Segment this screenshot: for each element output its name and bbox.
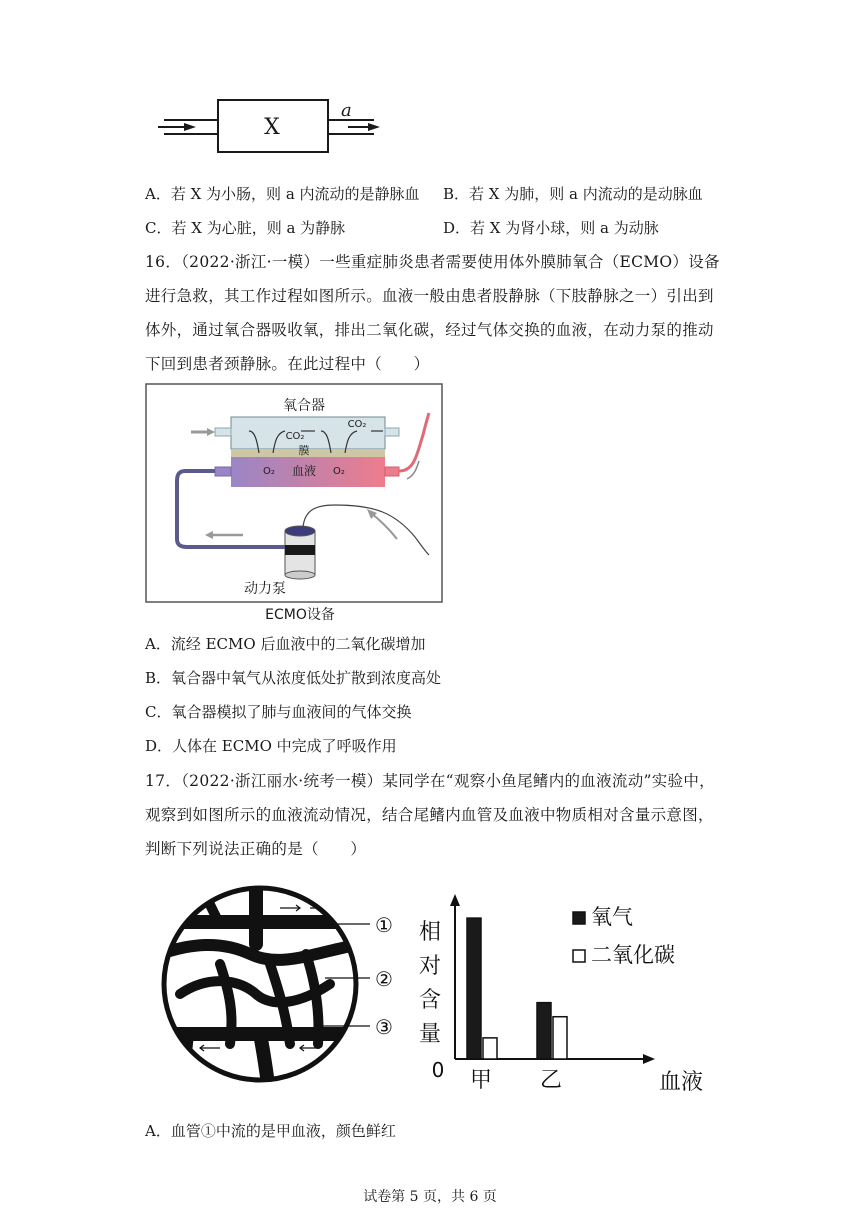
bar-氧气-甲 [467,918,481,1059]
blood-label: 血液 [291,464,317,478]
o2-right-label: O₂ [333,466,345,477]
x-tick-label: 乙 [539,1068,563,1093]
q16-option-c[interactable]: C．氧合器模拟了肺与血液间的气体交换 [145,703,412,721]
y-axis-label: 量 [418,1022,442,1047]
x-organ-diagram [150,92,390,158]
page-footer: 试卷第 5 页，共 6 页 [363,1189,497,1205]
a-label: a [341,100,352,121]
q15-option-a[interactable]: A．若 X 为小肠，则 a 内流动的是静脉血 [145,185,420,203]
in-arrow-icon [184,123,196,131]
x-axis-arrow-icon [643,1054,655,1064]
q15-option-c[interactable]: C．若 X 为心脏，则 a 为静脉 [145,219,346,237]
fish-tail-micrograph [160,884,400,1084]
co2-right-label: CO₂ [347,419,367,430]
ecmo-figure [145,383,445,623]
callout-2: ② [375,967,393,991]
legend-swatch [573,950,585,962]
bar-二氧化碳-乙 [553,1017,567,1059]
co2-left-label: CO₂ [285,431,305,442]
x-axis-label: 血液 [659,1070,704,1095]
oxygenator-label: 氧合器 [283,398,325,414]
legend-label: 二氧化碳 [591,943,675,967]
y-axis-label: 对 [418,954,442,979]
membrane-label: 膜 [298,444,310,457]
pump-label: 动力泵 [244,581,286,597]
bar-氧气-乙 [537,1003,551,1059]
q16-option-d[interactable]: D．人体在 ECMO 中完成了呼吸作用 [145,737,397,755]
callout-3: ③ [375,1015,393,1039]
q16-option-a[interactable]: A．流经 ECMO 后血液中的二氧化碳增加 [145,635,426,653]
pump-icon [285,526,315,579]
bar-二氧化碳-甲 [483,1038,497,1059]
callout-1: ① [375,913,393,937]
ecmo-caption: ECMO设备 [265,607,335,623]
q15-option-b[interactable]: B．若 X 为肺，则 a 内流动的是动脉血 [443,185,703,203]
y-axis-label: 相 [418,920,442,945]
q15-option-d[interactable]: D．若 X 为肾小球，则 a 为动脉 [443,219,659,237]
x-tick-label: 甲 [469,1068,493,1093]
o2-left-label: O₂ [263,466,275,477]
q17-stem: 17．（2022·浙江丽水·统考一模）某同学在“观察小鱼尾鳍内的血液流动”实验中，观察到如图所示的血液流动情况，结合尾鳍内血管及血液中物质相对含量示意图，判断下列说法正确的是（ ） [145,772,715,858]
q17-option-a[interactable]: A．血管①中流的是甲血液，颜色鲜红 [145,1122,396,1140]
legend-label: 氧气 [591,905,633,929]
x-label: X [264,115,280,140]
y-axis-arrow-icon [450,894,460,906]
legend-swatch [573,912,585,924]
relative-content-chart [405,884,715,1099]
q16-option-b[interactable]: B．氧合器中氧气从浓度低处扩散到浓度高处 [145,669,442,687]
q16-stem: 16．（2022·浙江·一模）一些重症肺炎患者需要使用体外膜肺氧合（ECMO）设备进行急救，其工作过程如图所示。血液一般由患者股静脉（下肢静脉之一）引出到体外，通过氧合器吸收氧，排出二氧化碳，经过气体交换的血液，在动力泵的推动下回到患者颈静脉。在此过程中（ ） [145,253,720,373]
y-origin-label: 0 [431,1058,445,1082]
y-axis-label: 含 [418,988,442,1013]
out-arrow-icon [368,123,380,131]
